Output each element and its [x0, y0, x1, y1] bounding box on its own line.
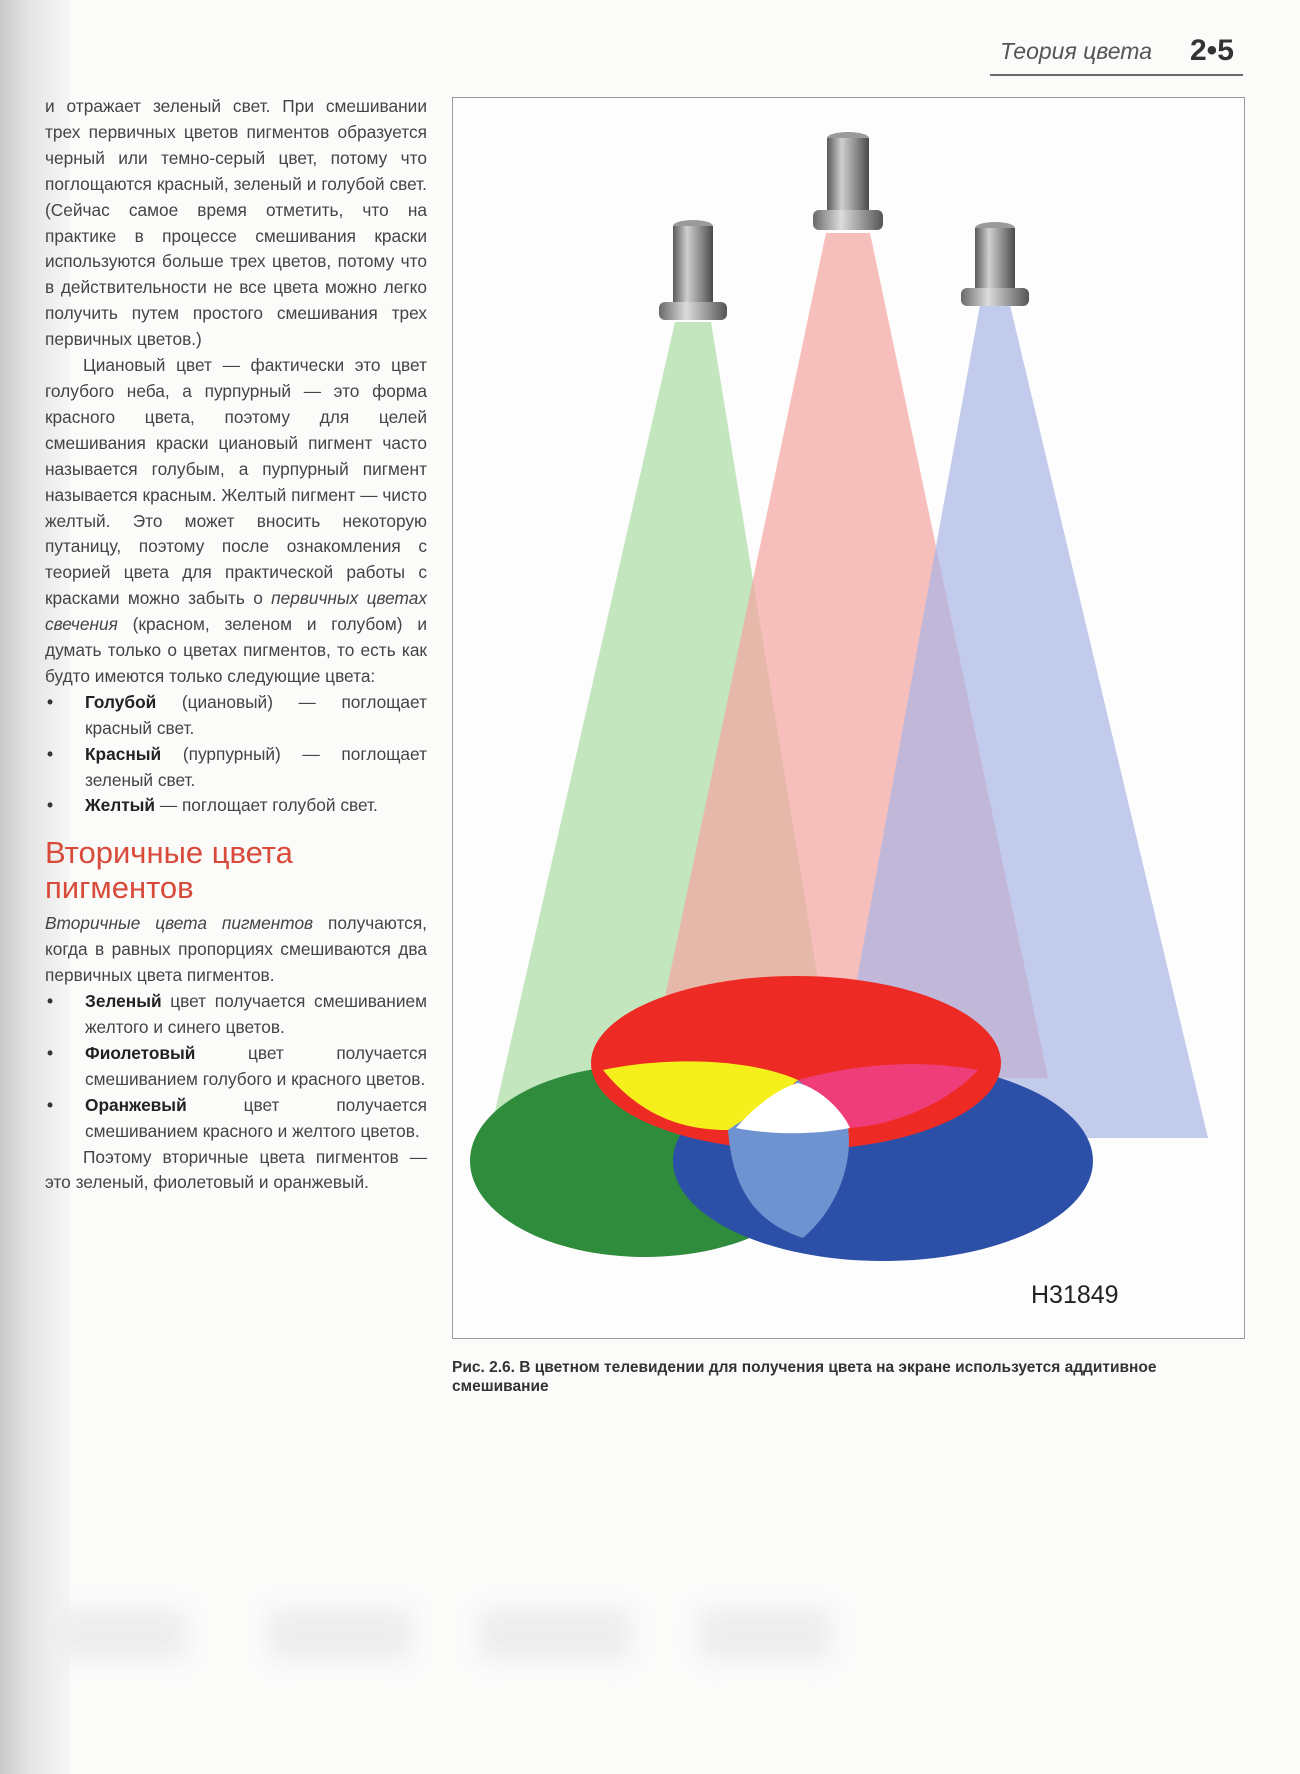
- paragraph-4: Поэтому вторичные цвета пигментов — это зеленый, фиолетовый и оранжевый.: [45, 1146, 427, 1193]
- list-item: [45, 1093, 427, 1145]
- paragraph-2-end: (красном, зеленом и голубом) и думать только о цветах пигментов, то есть как будто имеются только следующие цвета:: [45, 614, 427, 686]
- list-text: цвет получается смешиванием красного и желтого цветов.: [85, 1094, 427, 1141]
- paragraph-2-start: Циановый цвет — фактически это цвет голубого неба, а пурпурный — это форма красного цвета, поэтому для целей смешивания краски циановый пигмент часто называется голубым, а пурпурный пигмент называется красным. Желтый пигмент — чисто желтый. Это может вносить некоторую путаницу, поэтому после ознакомления с теорией цвета для практической работы с красками можно забыть о: [45, 355, 427, 609]
- paragraph-2-emphasis: первичных цветах свечения: [45, 588, 427, 635]
- list-item: [45, 690, 427, 742]
- secondary-color-list: [45, 989, 427, 1144]
- list-item: [45, 793, 427, 819]
- list-term: Оранжевый: [85, 1094, 187, 1115]
- header-rule: [990, 74, 1243, 76]
- list-text: — поглощает голубой свет.: [155, 795, 378, 816]
- list-term: Красный: [85, 743, 162, 764]
- list-term: Фиолетовый: [85, 1042, 196, 1063]
- red-lamp: [813, 132, 883, 230]
- blue-lamp: [961, 222, 1029, 306]
- list-item: [45, 989, 427, 1041]
- bleed-through-smudge: [55, 1610, 185, 1658]
- additive-mixing-illustration: [453, 98, 1244, 1338]
- list-item: [45, 1041, 427, 1093]
- list-text: (циановый) — поглощает красный свет.: [85, 691, 427, 738]
- list-term: Голубой: [85, 691, 157, 712]
- list-term: Зеленый: [85, 991, 162, 1012]
- text-column: [45, 94, 427, 1196]
- bleed-through-smudge: [270, 1610, 410, 1658]
- page-number: 2•5: [1190, 34, 1234, 67]
- bleed-through-smudge: [700, 1610, 830, 1658]
- paragraph-3: [45, 911, 427, 989]
- list-text: цвет получается смешиванием желтого и синего цветов.: [85, 991, 427, 1037]
- figure-frame: [452, 97, 1245, 1339]
- bleed-through-smudge: [480, 1610, 630, 1658]
- pigment-list: [45, 690, 427, 820]
- paragraph-1: и отражает зеленый свет. При смешивании трех первичных цветов пигментов образуется черный или темно-серый цвет, потому что поглощаются красный, зеленый и голубой свет. (Сейчас самое время отметить, что на практике в процессе смешивания краски используются больше трех цветов, потому что в действительности не все цвета можно легко получить путем простого смешивания трех первичных цветов.): [45, 96, 427, 350]
- list-text: (пурпурный) — поглощает зеленый свет.: [85, 743, 427, 790]
- figure-caption: Рис. 2.6. В цветном телевидении для получения цвета на экране используется аддитивное смешивание: [452, 1359, 1157, 1395]
- list-item: [45, 742, 427, 794]
- list-text: цвет получается смешиванием голубого и красного цветов.: [85, 1042, 427, 1089]
- paragraph-3-end: получаются, когда в равных пропорциях смешиваются два первичных цвета пигментов.: [45, 913, 427, 986]
- paragraph-2: [45, 353, 427, 690]
- running-title: Теория цвета: [1000, 38, 1153, 64]
- figure-id-label: H31849: [1031, 1281, 1119, 1309]
- section-heading: Вторичные цвета пигментов: [45, 835, 293, 906]
- paragraph-3-emphasis: цвета пигментов: [155, 913, 314, 934]
- paragraph-3-start: Вторичные: [45, 913, 156, 934]
- green-lamp: [659, 220, 727, 320]
- list-term: Желтый: [85, 795, 156, 816]
